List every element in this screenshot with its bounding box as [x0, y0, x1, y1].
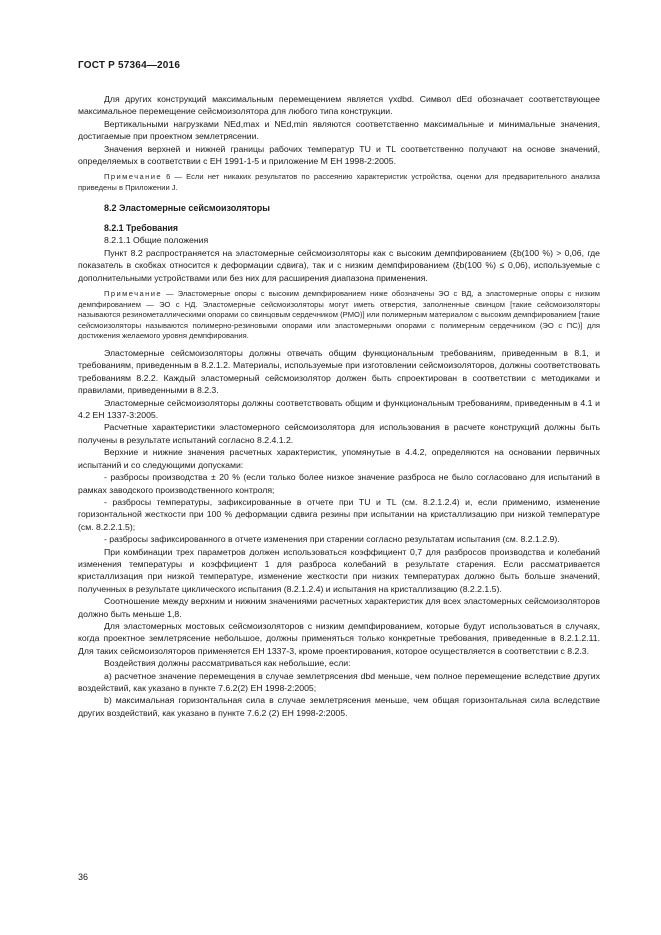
paragraph: Расчетные характеристики эластомерного сейсмоизолятора для использования в расчете конструкций должны быть получены в результате испытаний согласно 8.2.4.1.2.: [78, 422, 600, 445]
paragraph: Верхние и нижние значения расчетных характеристик, упомянутые в 4.4.2, определяются на основании первичных испытаний и со следующими допусками:: [78, 447, 600, 470]
list-item: - разбросы температуры, зафиксированные в отчете при TU и TL (см. 8.2.1.2.4) и, если применимо, изменение горизонтальной жесткости при 100 % деформации сдвига резины при испытании на кристаллизацию при низкой температуре (см. 8.2.2.1.5);: [78, 496, 600, 532]
note: [78, 289, 600, 342]
paragraph: Для эластомерных мостовых сейсмоизоляторов с низким демпфированием, которые будут использоваться в случаях, когда проектное землетрясение небольшое, должны применяться только конкретные требования, приведенные в 8.2.1.2.11. Для таких сейсмоизоляторов применяется ЕН 1337-3, кроме проектирования, которое осуществляется в соответствии с 8.2.3.: [78, 620, 600, 656]
list-item: - разбросы производства ± 20 % (если только более низкое значение разброса не было согласовано для испытаний в рамках заводского производственного контроля;: [78, 472, 600, 495]
paragraph: Воздействия должны рассматриваться как небольшие, если:: [104, 658, 351, 669]
paragraph: Эластомерные сейсмоизоляторы должны соответствовать общим и функциональным требованиям, приведенным в 4.1 и 4.2 ЕН 1337-3:2005.: [78, 397, 600, 421]
subsubsection-title: 8.2.1.1 Общие положения: [104, 235, 209, 246]
list-item: а) расчетное значение перемещения в случае землетрясения dbd меньше, чем полное перемещение вследствие других воздействий, как указано в пункте 7.6.2(2) ЕН 1998-2:2005;: [78, 670, 600, 693]
note-label: Примечание: [104, 289, 162, 299]
paragraph: Для других конструкций максимальным перемещением является γxdbd. Символ dEd обозначает соответствующее максимальное перемещение сейсмоизолятора для любого типа конструкции.: [78, 94, 600, 117]
paragraph: Значения верхней и нижней границы рабочих температур TU и TL соответственно получают на основе значений, определяемых в соответствии с ЕН 1991-1-5 и приложение М ЕН 1998-2:2005.: [78, 143, 600, 167]
list-item: b) максимальная горизонтальная сила в случае землетрясения меньше, чем общая горизонтальная сила вследствие других воздействий, как указано в пункте 7.6.2 (2) ЕН 1998-2:2005.: [78, 695, 600, 718]
note-text: 6 — Если нет никаких результатов по рассеянию характеристик устройства, оценки для предварительного анализа приведены в Приложении J.: [78, 172, 600, 193]
paragraph: Вертикальными нагрузками NEd,max и NEd,min являются соответственно максимальные и минимальные значения, достигаемые при проектном землетрясении.: [78, 118, 600, 142]
note-text: — Эластомерные опоры с высоким демпфированием ниже обозначены ЭО с ВД, а эластомерные опоры с низким демпфированием — ЭО с НД. Эластомерные сейсмоизоляторы могут иметь отверстия, заполненные свинцом [такие сейсмоизоляторы называются резинометаллическими опорами со свинцовым сердечником (PMO)] или полимерным материалом с высоким демпфированием [такие сейсмоизоляторы называются полимерно-резиновыми опорами или эластомерными опорами с полимерным сердечником (ЭО с ПС)] для достижения желаемого уровня демпфирования.: [78, 289, 600, 341]
list-item: - разбросы зафиксированного в отчете изменения при старении согласно результатам испытания (см. 8.2.1.2.9).: [104, 534, 560, 545]
note: [78, 172, 600, 193]
paragraph: Эластомерные сейсмоизоляторы должны отвечать общим функциональным требованиям, приведенным в 8.1, и требованиям, приведенным в 8.2.1.2. Материалы, используемые при изготовлении сейсмоизоляторов, должны соответствовать требованиям 8.2.2. Каждый эластомерный сейсмоизолятор должен быть спроектирован в соответствии с методиками и правилами, приведенными в 8.2.3.: [78, 348, 600, 396]
page-number: 36: [78, 872, 89, 882]
section-title: 8.2 Эластомерные сейсмоизоляторы: [104, 202, 270, 213]
page-content: [78, 93, 600, 719]
subsection-title: 8.2.1 Требования: [104, 223, 179, 234]
paragraph: Пункт 8.2 распространяется на эластомерные сейсмоизоляторы как с высоким демпфированием (ξb(100 %) > 0,06, где показатель в скобках относится к деформации сдвига), так и с низким демпфированием (ξb(100 %) ≤ 0,06), используемые с дополнительными устройствами или без них для расширения диапазона применения.: [78, 247, 600, 283]
document-header: ГОСТ Р 57364—2016: [78, 60, 181, 71]
paragraph: При комбинации трех параметров должен использоваться коэффициент 0,7 для разбросов производства и колебаний изменения температуры и коэффициент 1 для разброса колебаний в результате старения. Если рассматривается кристаллизация при низкой температуре, изменение жесткости при низких температурах должно быть больше значений, полученных в результате циклического испытания (8.2.1.2.4) и испытания на кристаллизацию (8.2.2.1.5).: [78, 546, 600, 594]
paragraph: Соотношение между верхним и нижним значениями расчетных характеристик для всех эластомерных сейсмоизоляторов должно быть меньше 1,8.: [78, 596, 600, 619]
note-label: Примечание: [104, 172, 162, 182]
